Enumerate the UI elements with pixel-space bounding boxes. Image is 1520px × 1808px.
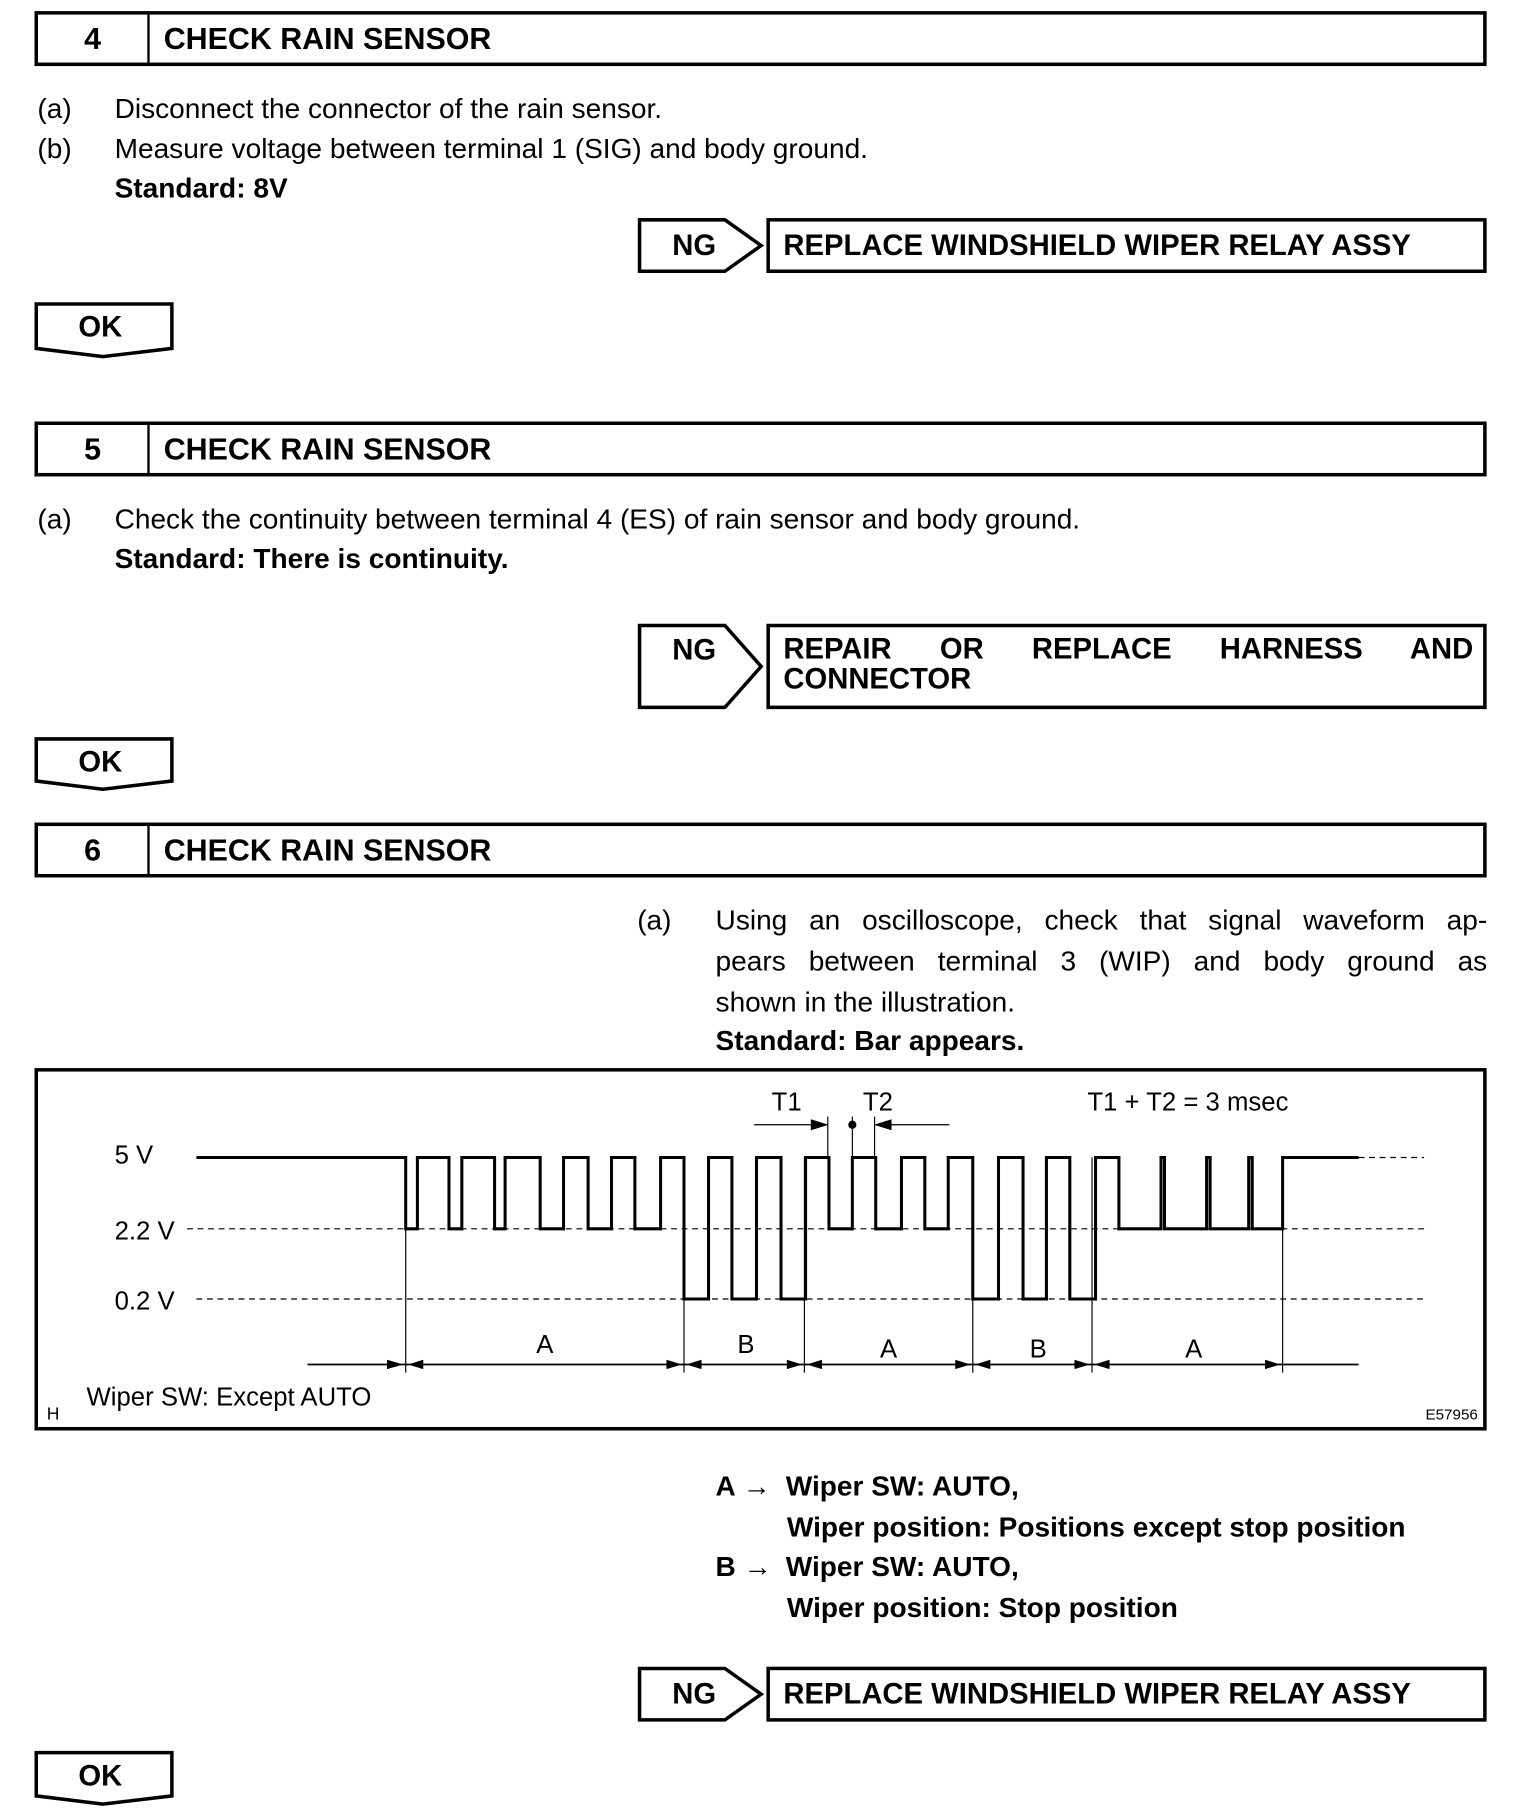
step-4-number: 4 xyxy=(84,21,102,57)
t2-label: T2 xyxy=(862,1088,893,1117)
level-label-5v: 5 V xyxy=(114,1141,154,1170)
waveform-labels xyxy=(47,1089,1478,1424)
arrowhead-icon xyxy=(1074,1360,1089,1369)
arrowhead-icon xyxy=(787,1360,802,1369)
arrow-right-icon: → xyxy=(742,1470,771,1503)
legend-b-letter: B xyxy=(715,1551,736,1584)
step-5-number: 5 xyxy=(84,431,102,467)
legend-a-line2: Wiper position: Positions except stop position xyxy=(786,1511,1406,1544)
t1-t2-markers xyxy=(754,1117,949,1158)
waveform-diagram-frame xyxy=(36,1070,1485,1429)
arrowhead-icon xyxy=(955,1360,970,1369)
arrowhead-icon xyxy=(1265,1360,1280,1369)
step-4-instruction-b-label: (b) xyxy=(37,133,72,165)
t1-label: T1 xyxy=(771,1088,802,1117)
step-4-title: CHECK RAIN SENSOR xyxy=(163,21,492,57)
segment-label: B xyxy=(737,1330,755,1359)
step-6-ng-action[interactable]: REPLACE WINDSHIELD WIPER RELAY ASSY xyxy=(783,1677,1411,1711)
arrowhead-icon xyxy=(666,1360,681,1369)
arrowhead-icon xyxy=(807,1360,822,1369)
step-6-instruction-line: Using an oscilloscope, check that signal waveform ap- xyxy=(715,904,1488,937)
step-5-ng-label[interactable]: NG xyxy=(672,633,717,667)
arrowhead-icon xyxy=(686,1360,701,1369)
legend-a-line1: Wiper SW: AUTO, xyxy=(785,1470,1019,1503)
t-mid-dot xyxy=(849,1121,856,1128)
step-5-instruction-a-label: (a) xyxy=(37,503,72,536)
step-4-ok-label[interactable]: OK xyxy=(78,311,123,344)
step-4-instruction-a-label: (a) xyxy=(37,93,72,126)
timing-note: T1 + T2 = 3 msec xyxy=(1087,1088,1289,1117)
arrow-right-icon: → xyxy=(743,1551,772,1584)
t1-arrowhead xyxy=(811,1120,826,1129)
step-6-instruction-line: shown in the illustration. xyxy=(715,986,1016,1019)
step-6-number: 6 xyxy=(84,832,102,868)
legend-a-key xyxy=(716,1471,771,1504)
step-4-ng-action[interactable]: REPLACE WINDSHIELD WIPER RELAY ASSY xyxy=(783,229,1411,262)
step-5-ng-action-line2[interactable]: CONNECTOR xyxy=(783,662,972,696)
legend-a-letter: A xyxy=(715,1470,735,1503)
waveform-caption: Wiper SW: Except AUTO xyxy=(86,1383,372,1412)
t2-arrowhead xyxy=(876,1120,891,1129)
segment-label: B xyxy=(1029,1335,1047,1364)
step-5-ok-label[interactable]: OK xyxy=(78,745,123,779)
arrowhead-icon xyxy=(1094,1360,1109,1369)
step-6-ok-label[interactable]: OK xyxy=(78,1759,123,1793)
step-5-ng-action-line1[interactable]: REPAIR OR REPLACE HARNESS AND xyxy=(783,632,1474,666)
step-6-title: CHECK RAIN SENSOR xyxy=(163,832,492,868)
legend-b-line2: Wiper position: Stop position xyxy=(786,1592,1178,1625)
segment-label: A xyxy=(880,1335,898,1364)
corner-mark: H xyxy=(46,1403,60,1424)
step-6-instruction-line: pears between terminal 3 (WIP) and body ground as xyxy=(715,945,1488,977)
step-4-instruction-b: Measure voltage between terminal 1 (SIG) and body ground. xyxy=(114,133,868,165)
level-label-0-2v: 0.2 V xyxy=(114,1287,175,1316)
step-5-instruction-a: Check the continuity between terminal 4 (ES) of rain sensor and body ground. xyxy=(114,503,1081,536)
step-4-ng-label[interactable]: NG xyxy=(672,229,717,262)
arrowhead-icon xyxy=(408,1360,423,1369)
step-5-title: CHECK RAIN SENSOR xyxy=(163,431,492,467)
legend-b-key xyxy=(716,1552,772,1585)
step-6-instruction-a-label: (a) xyxy=(637,904,672,937)
step-6-standard: Standard: Bar appears. xyxy=(715,1025,1025,1057)
arrowhead-icon xyxy=(975,1360,990,1369)
level-label-2-2v: 2.2 V xyxy=(114,1217,175,1246)
step-6-ng-label[interactable]: NG xyxy=(672,1677,717,1711)
legend-b-line1: Wiper SW: AUTO, xyxy=(785,1551,1019,1584)
step-5-standard: Standard: There is continuity. xyxy=(114,543,509,576)
segment-label: A xyxy=(536,1330,554,1359)
step-4-instruction-a: Disconnect the connector of the rain sensor. xyxy=(114,93,663,126)
arrowhead-icon xyxy=(387,1360,403,1369)
segment-label: A xyxy=(1185,1335,1203,1364)
figure-id: E57956 xyxy=(1425,1406,1478,1424)
step-4-standard: Standard: 8V xyxy=(114,173,288,205)
